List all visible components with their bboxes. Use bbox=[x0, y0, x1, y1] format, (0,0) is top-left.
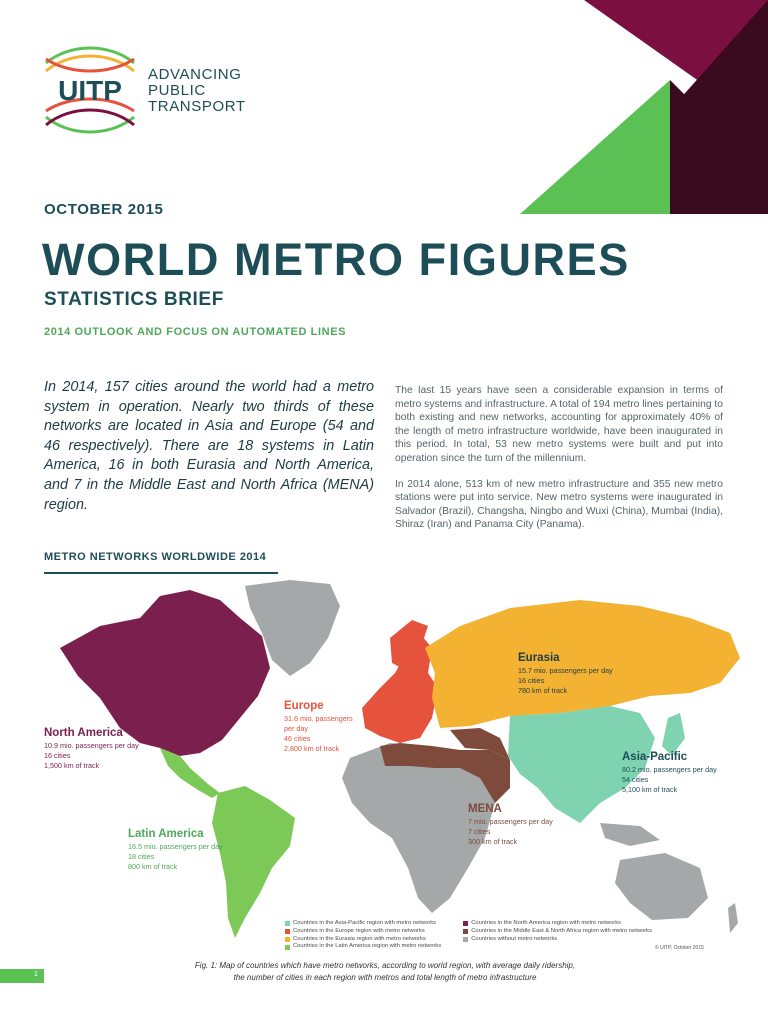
region-track: 780 km of track bbox=[518, 686, 568, 695]
legend-item bbox=[463, 928, 652, 936]
lead-paragraph: In 2014, 157 cities around the world had a metro system in operation. Nearly two thirds of these networks are located in Asia and Europe (54 and 46 respectively). There are 18 systems in Latin America, 16 in both Eurasia and North America, and 7 in the Middle East and North Africa (MENA) region. bbox=[44, 379, 374, 513]
label-north-america bbox=[44, 727, 139, 770]
australia-shape bbox=[615, 853, 708, 920]
logo-acronym: UITP bbox=[58, 75, 122, 106]
map-legend bbox=[285, 920, 652, 951]
label-asia-pacific bbox=[622, 751, 717, 794]
region-track: 800 km of track bbox=[128, 862, 178, 871]
logo-tagline-line: TRANSPORT bbox=[148, 98, 246, 115]
region-track: 5,100 km of track bbox=[622, 785, 678, 794]
japan-shape bbox=[662, 713, 685, 756]
outlook-line: 2014 OUTLOOK AND FOCUS ON AUTOMATED LINES bbox=[44, 326, 347, 338]
region-ridership: per day bbox=[284, 724, 308, 733]
central-america-shape bbox=[160, 748, 220, 798]
page-subtitle: STATISTICS BRIEF bbox=[44, 289, 224, 310]
legend-label: Countries in the Latin America region with metro networks bbox=[293, 943, 442, 950]
legend-label: Countries in the Middle East & North Africa region with metro networks bbox=[471, 927, 652, 934]
region-cities: 18 cities bbox=[128, 852, 155, 861]
region-cities: 16 cities bbox=[518, 676, 545, 685]
region-track: 1,500 km of track bbox=[44, 761, 100, 770]
region-cities: 16 cities bbox=[44, 751, 71, 760]
region-name: Eurasia bbox=[518, 652, 560, 664]
page-number: 1 bbox=[34, 971, 38, 978]
new-zealand-shape bbox=[728, 903, 738, 933]
legend-swatch bbox=[463, 937, 468, 942]
legend-swatch bbox=[463, 921, 468, 926]
region-cities: 46 cities bbox=[284, 734, 311, 743]
legend-item bbox=[285, 943, 441, 951]
eurasia-shape bbox=[425, 600, 740, 728]
legend-label: Countries in the Europe region with metro networks bbox=[293, 927, 425, 934]
region-ridership: 31.6 mio. passengers bbox=[284, 714, 353, 723]
legend-swatch bbox=[285, 937, 290, 942]
legend-item bbox=[463, 936, 652, 944]
legend-swatch bbox=[463, 929, 468, 934]
region-name: Asia-Pacific bbox=[622, 751, 688, 763]
uitp-logo-icon bbox=[40, 45, 140, 137]
label-latin-america bbox=[128, 828, 223, 871]
region-name: Europe bbox=[284, 700, 324, 712]
legend-column bbox=[285, 920, 441, 951]
caption-line: Fig. 1: Map of countries which have metro networks, according to world region, with average daily ridership, bbox=[194, 961, 576, 970]
legend-swatch bbox=[285, 945, 290, 950]
legend-label: Countries in the Eurasia region with metro networks bbox=[293, 935, 426, 942]
region-ridership: 7 mio. passengers per day bbox=[468, 817, 553, 826]
region-ridership: 80.2 mio. passengers per day bbox=[622, 765, 717, 774]
logo-tagline bbox=[148, 67, 246, 115]
region-name: North America bbox=[44, 727, 123, 739]
region-name: MENA bbox=[468, 803, 502, 815]
region-ridership: 15.7 mio. passengers per day bbox=[518, 666, 613, 675]
se-asia-shape bbox=[600, 823, 660, 846]
legend-item bbox=[463, 920, 652, 928]
south-america-shape bbox=[212, 786, 295, 938]
legend-item bbox=[285, 936, 441, 944]
region-name: Latin America bbox=[128, 828, 204, 840]
label-mena bbox=[468, 803, 553, 846]
corner-decoration bbox=[520, 0, 768, 214]
body-paragraph: The last 15 years have seen a considerable expansion in terms of metro systems and infrastructure. A total of 194 metro lines pertaining to both existing and new networks, accounting for approximately 40% of the length of metro infrastructure worldwide, have been inaugurated in this period. In total, 53 new metro systems were built and put into operation since the turn of the millennium. bbox=[395, 385, 723, 464]
region-track: 2,800 km of track bbox=[284, 744, 340, 753]
world-map bbox=[40, 578, 760, 958]
legend-swatch bbox=[285, 921, 290, 926]
legend-item bbox=[285, 920, 441, 928]
heading-rule bbox=[44, 572, 278, 574]
body-paragraph: In 2014 alone, 513 km of new metro infrastructure and 355 new metro stations were put into service. New metro systems were inaugurated in Salvador (Brazil), Changsha, Ningbo and Wuxi (China), Mumbai (India), Shiraz (Iran) and Panama City (Panama). bbox=[395, 478, 723, 531]
caption-line: the number of cities in each region with metros and total length of metro infrastructure bbox=[233, 973, 537, 982]
region-track: 300 km of track bbox=[468, 837, 518, 846]
body-text bbox=[395, 384, 723, 544]
legend-swatch bbox=[285, 929, 290, 934]
legend-item bbox=[285, 928, 441, 936]
legend-label: Countries in the Asia-Pacific region with metro networks bbox=[293, 920, 437, 926]
map-copyright: © UITP, October 2015 bbox=[655, 945, 704, 951]
page-title: WORLD METRO FIGURES bbox=[42, 234, 630, 285]
map-heading: METRO NETWORKS WORLDWIDE 2014 bbox=[44, 551, 267, 563]
region-ridership: 16.5 mio. passengers per day bbox=[128, 842, 223, 851]
region-cities: 54 cities bbox=[622, 775, 649, 784]
legend-column bbox=[463, 920, 652, 951]
region-cities: 7 cities bbox=[468, 827, 491, 836]
figure-caption bbox=[160, 960, 610, 984]
region-ridership: 10.9 mio. passengers per day bbox=[44, 741, 139, 750]
label-europe bbox=[284, 700, 353, 753]
logo-tagline-line: ADVANCING bbox=[148, 66, 242, 83]
legend-label: Countries without metro networks bbox=[471, 935, 558, 942]
logo-tagline-line: PUBLIC bbox=[148, 82, 206, 99]
publication-date: OCTOBER 2015 bbox=[44, 201, 164, 218]
legend-label: Countries in the North America region with metro networks bbox=[471, 920, 622, 926]
